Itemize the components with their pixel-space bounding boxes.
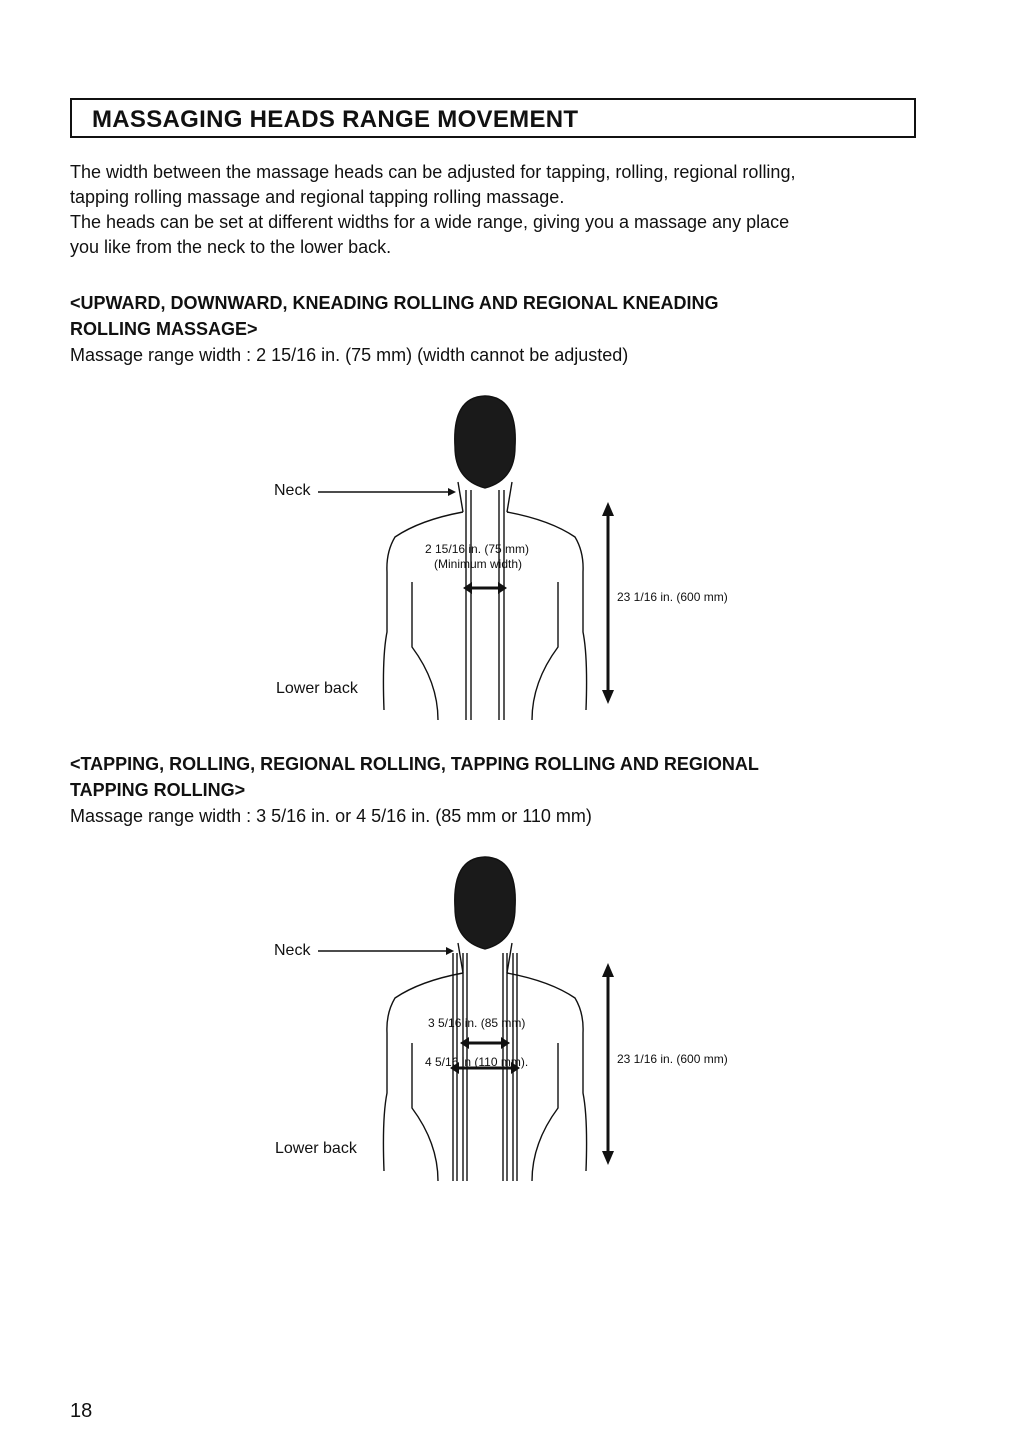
page-title: MASSAGING HEADS RANGE MOVEMENT bbox=[92, 106, 579, 133]
height-label: 23 1/16 in. (600 mm) bbox=[617, 590, 728, 604]
page-number: 18 bbox=[70, 1400, 93, 1422]
lower-back-label: Lower back bbox=[276, 680, 358, 697]
width-label-1: 3 5/16 in. (85 mm) bbox=[428, 1016, 526, 1030]
section1-range: Massage range width : 2 15/16 in. (75 mm) (width cannot be adjusted) bbox=[70, 345, 629, 365]
section2-heading-line-2: TAPPING ROLLING> bbox=[70, 780, 246, 800]
title-box bbox=[70, 98, 916, 138]
width-note: (Minimum width) bbox=[434, 557, 523, 571]
intro-line-4: you like from the neck to the lower back. bbox=[70, 237, 392, 257]
section1-heading-line-2: ROLLING MASSAGE> bbox=[70, 319, 258, 339]
height-label: 23 1/16 in. (600 mm) bbox=[617, 1052, 728, 1066]
width-label: 2 15/16 in. (75 mm) bbox=[425, 542, 530, 556]
section2-range: Massage range width : 3 5/16 in. or 4 5/16 in. (85 mm or 110 mm) bbox=[70, 806, 592, 826]
figure-1 bbox=[270, 392, 770, 722]
lower-back-label: Lower back bbox=[275, 1140, 357, 1157]
intro-line-1: The width between the massage heads can be adjusted for tapping, rolling, regional rolling, bbox=[70, 162, 796, 182]
section2-heading-line-1: <TAPPING, ROLLING, REGIONAL ROLLING, TAPPING ROLLING AND REGIONAL bbox=[70, 754, 759, 774]
figure-2 bbox=[270, 853, 770, 1183]
width-label-2: 4 5/16 in (110 mm). bbox=[425, 1055, 529, 1069]
neck-label: Neck bbox=[274, 482, 311, 499]
section1-heading-line-1: <UPWARD, DOWNWARD, KNEADING ROLLING AND REGIONAL KNEADING bbox=[70, 293, 719, 313]
intro-line-3: The heads can be set at different widths for a wide range, giving you a massage any place bbox=[70, 212, 790, 232]
neck-label: Neck bbox=[274, 942, 311, 959]
intro-line-2: tapping rolling massage and regional tapping rolling massage. bbox=[70, 187, 565, 207]
